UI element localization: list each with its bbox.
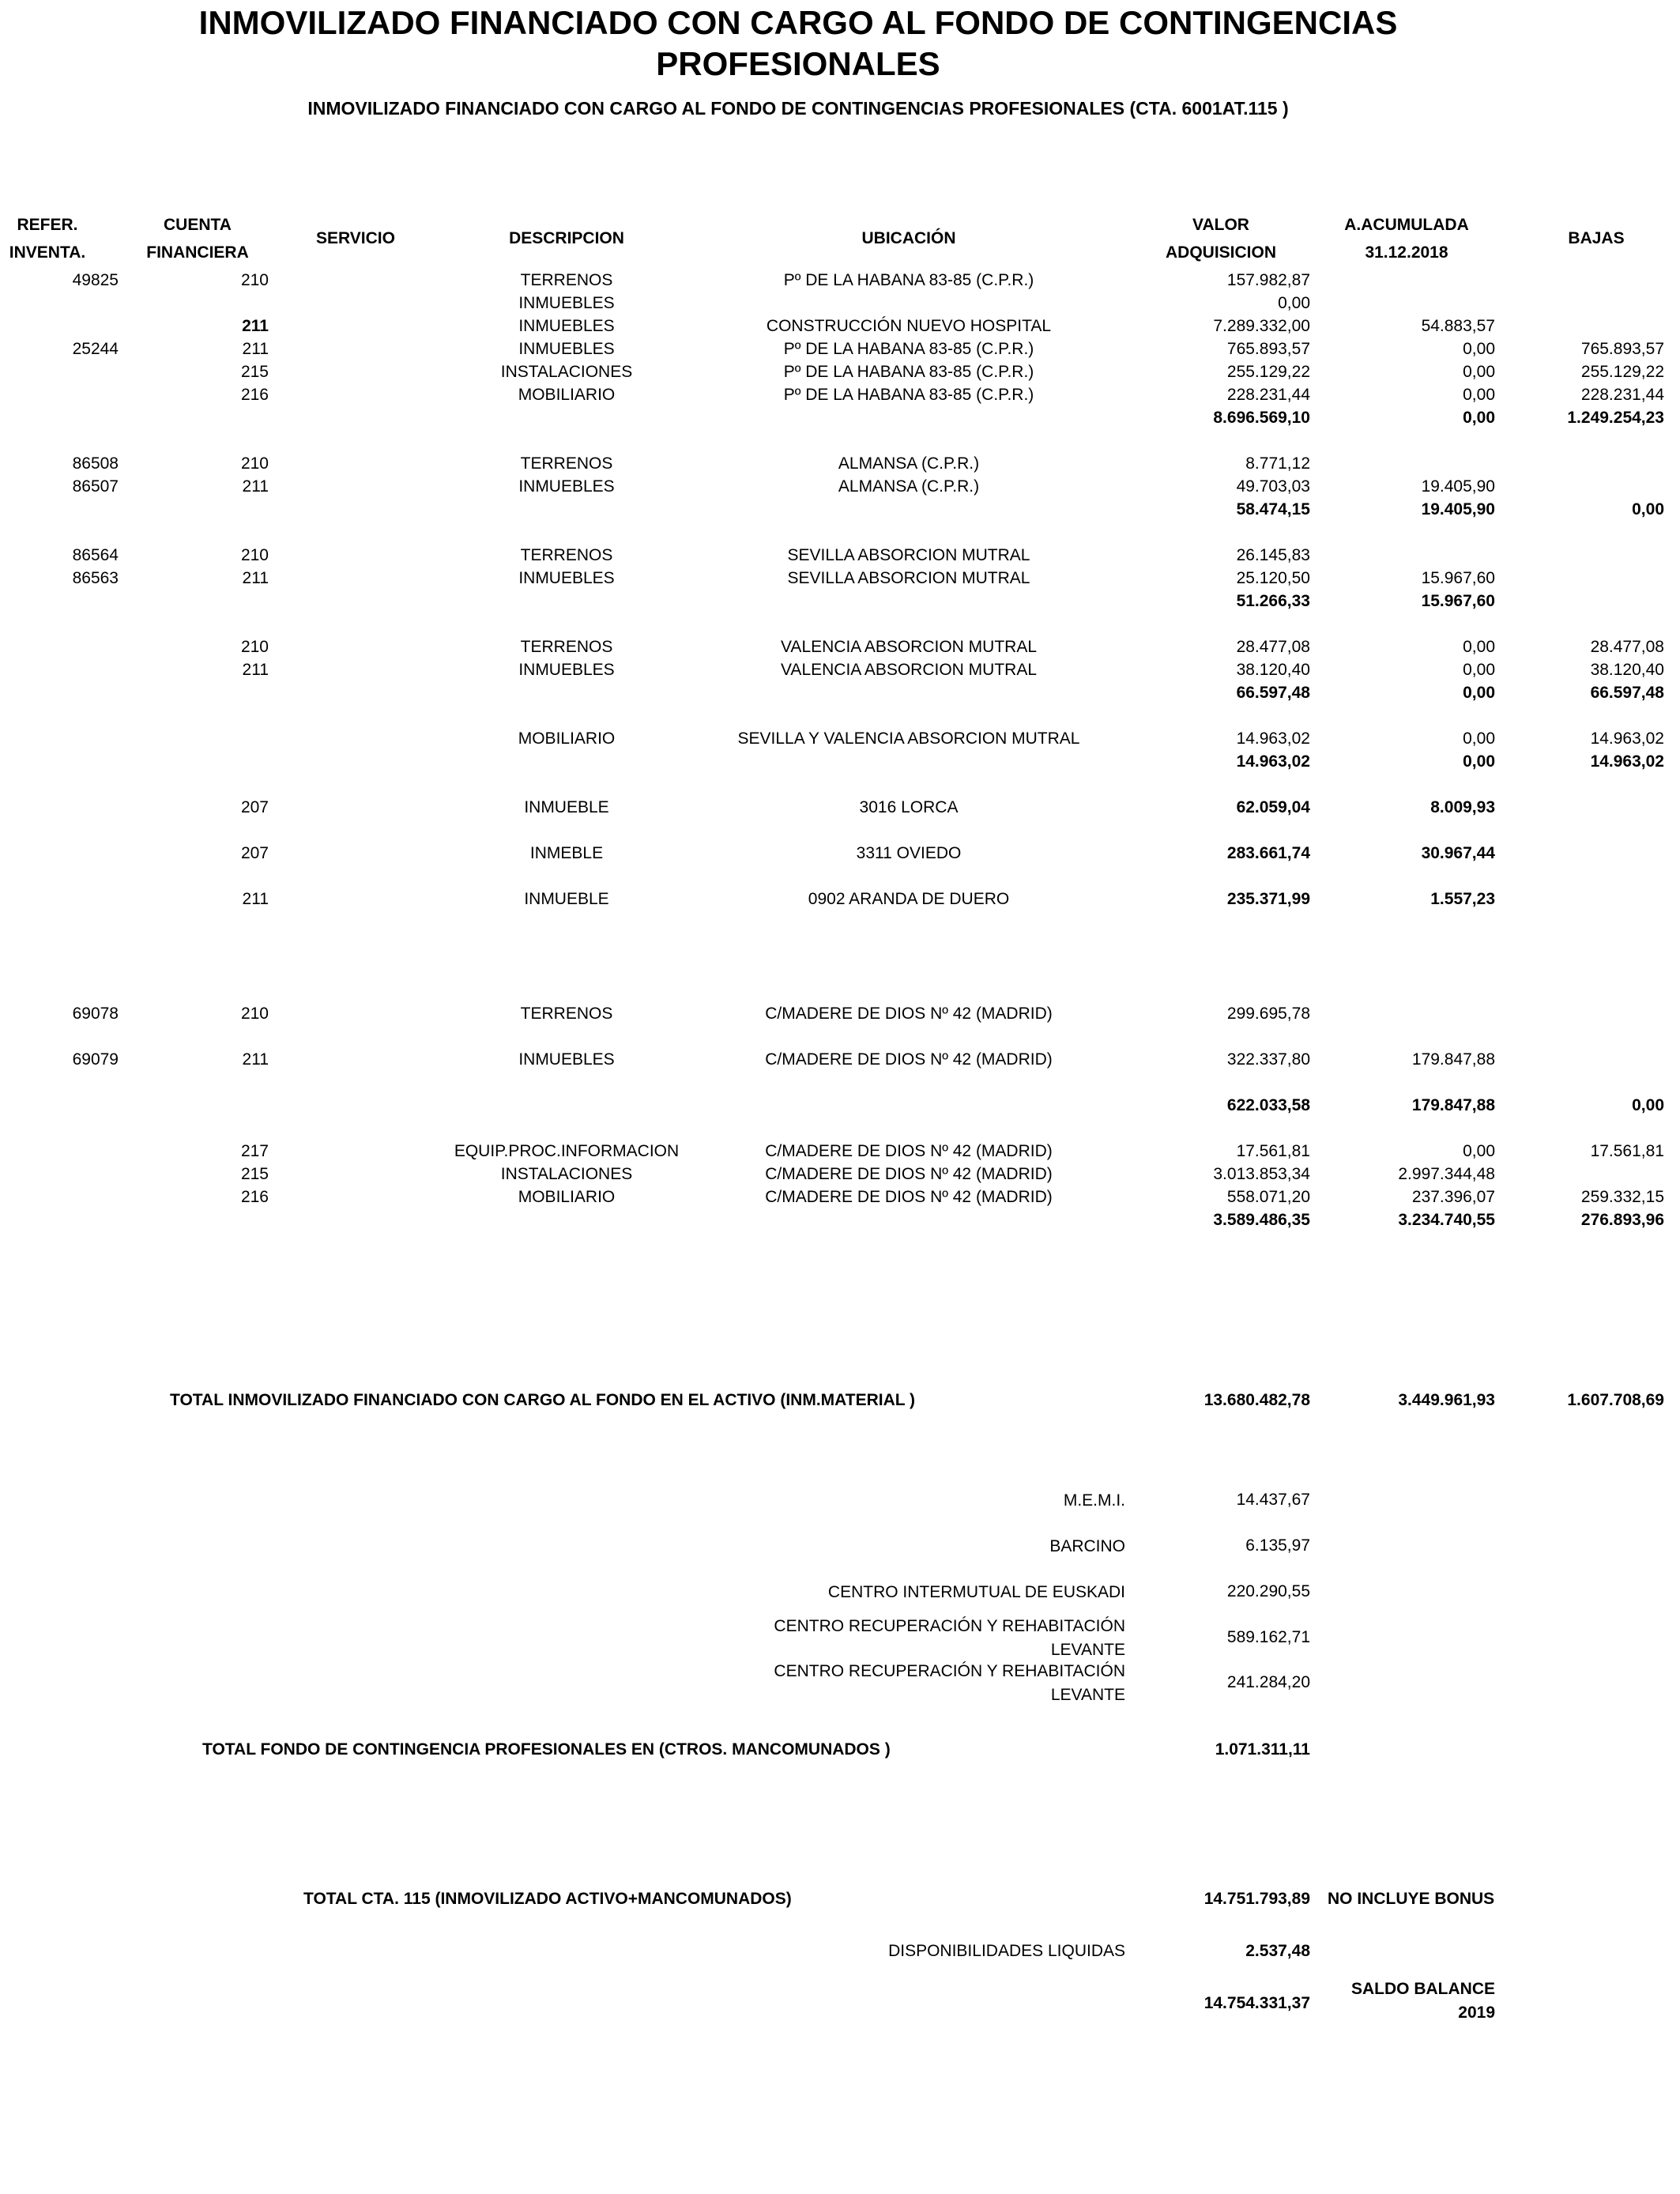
mancomunado-valor: 14.437,67: [1236, 1491, 1310, 1509]
cell-bajas: 1.249.254,23: [1567, 409, 1664, 427]
cell-refer: 86507: [72, 477, 119, 496]
cell-cuenta: 207: [240, 844, 269, 862]
cell-ubicacion: Pº DE LA HABANA 83-85 (C.P.R.): [783, 340, 1034, 358]
cell-valor: 14.963,02: [1236, 752, 1310, 771]
cell-acumulada: 0,00: [1463, 638, 1495, 656]
cell-acumulada: 179.847,88: [1411, 1050, 1495, 1069]
cell-acumulada: 0,00: [1463, 386, 1495, 404]
total-cta-label: TOTAL CTA. 115 (INMOVILIZADO ACTIVO+MANCOMUNADOS): [303, 1890, 792, 1908]
cell-valor: 299.695,78: [1226, 1005, 1310, 1023]
cell-cuenta: 210: [240, 1005, 269, 1023]
cell-acumulada: 19.405,90: [1421, 500, 1495, 518]
cell-cuenta: 211: [242, 340, 269, 358]
cell-ubicacion: ALMANSA (C.P.R.): [838, 454, 980, 473]
cell-descripcion: INMUEBLES: [518, 661, 615, 679]
cell-ubicacion: Pº DE LA HABANA 83-85 (C.P.R.): [783, 386, 1034, 404]
cell-ubicacion: SEVILLA ABSORCION MUTRAL: [787, 569, 1030, 587]
cell-cuenta: 217: [240, 1142, 269, 1160]
cell-acumulada: 0,00: [1463, 409, 1495, 427]
cell-refer: 86563: [72, 569, 119, 587]
disponibilidades-valor: 2.537,48: [1245, 1942, 1310, 1960]
cell-descripcion: INMUEBLE: [524, 890, 609, 908]
cell-valor: 0,00: [1278, 294, 1310, 312]
cell-descripcion: INMUEBLES: [518, 340, 615, 358]
cell-valor: 8.771,12: [1245, 454, 1310, 473]
cell-descripcion: INMUEBLES: [518, 569, 615, 587]
cell-valor: 3.589.486,35: [1213, 1211, 1310, 1229]
cell-cuenta: 210: [240, 638, 269, 656]
header-valor-2: ADQUISICION: [1165, 243, 1276, 262]
cell-descripcion: TERRENOS: [520, 271, 613, 289]
cell-valor: 14.963,02: [1236, 729, 1310, 748]
total-fondo-label: TOTAL FONDO DE CONTINGENCIA PROFESIONALES EN (CTROS. MANCOMUNADOS ): [202, 1740, 891, 1759]
header-valor-1: VALOR: [1192, 216, 1249, 234]
cell-acumulada: 15.967,60: [1421, 592, 1495, 610]
cell-valor: 255.129,22: [1226, 363, 1310, 381]
cell-bajas: 0,00: [1632, 500, 1664, 518]
cell-bajas: 259.332,15: [1580, 1188, 1664, 1206]
cell-acumulada: 0,00: [1463, 661, 1495, 679]
cell-bajas: 66.597,48: [1590, 684, 1664, 702]
cell-cuenta: 210: [240, 546, 269, 564]
cell-valor: 26.145,83: [1236, 546, 1310, 564]
cell-ubicacion: Pº DE LA HABANA 83-85 (C.P.R.): [783, 363, 1034, 381]
cell-bajas: 255.129,22: [1580, 363, 1664, 381]
cell-cuenta: 211: [242, 1050, 269, 1069]
cell-cuenta: 210: [240, 271, 269, 289]
header-cuenta-2: FINANCIERA: [146, 243, 249, 262]
cell-cuenta: 207: [240, 798, 269, 816]
cell-cuenta: 215: [240, 363, 269, 381]
cell-acumulada: 0,00: [1463, 752, 1495, 771]
cell-acumulada: 0,00: [1463, 1142, 1495, 1160]
cell-acumulada: 0,00: [1463, 729, 1495, 748]
page-title-line-1: INMOVILIZADO FINANCIADO CON CARGO AL FONDO DE CONTINGENCIAS: [198, 4, 1398, 41]
disponibilidades-label: DISPONIBILIDADES LIQUIDAS: [888, 1942, 1125, 1960]
cell-ubicacion: C/MADERE DE DIOS Nº 42 (MADRID): [765, 1142, 1053, 1160]
mancomunado-label: CENTRO INTERMUTUAL DE EUSKADI: [827, 1583, 1125, 1601]
cell-descripcion: INMUEBLES: [518, 1050, 615, 1069]
cell-ubicacion: VALENCIA ABSORCION MUTRAL: [780, 638, 1038, 656]
cell-valor: 17.561,81: [1236, 1142, 1310, 1160]
cell-ubicacion: 3016 LORCA: [859, 798, 959, 816]
cell-valor: 62.059,04: [1236, 798, 1310, 816]
cell-bajas: 14.963,02: [1590, 729, 1664, 748]
cell-cuenta: 211: [242, 317, 269, 335]
cell-valor: 3.013.853,34: [1213, 1165, 1310, 1183]
cell-descripcion: INMUEBLES: [518, 317, 615, 335]
header-cuenta-1: CUENTA: [164, 216, 232, 234]
total-activo-bajas: 1.607.708,69: [1567, 1391, 1664, 1409]
header-descripcion: DESCRIPCION: [509, 229, 624, 247]
cell-bajas: 38.120,40: [1590, 661, 1664, 679]
page-subtitle: INMOVILIZADO FINANCIADO CON CARGO AL FONDO DE CONTINGENCIAS PROFESIONALES (CTA. 6001AT.115 ): [307, 98, 1289, 119]
cell-refer: 86508: [72, 454, 119, 473]
cell-descripcion: MOBILIARIO: [518, 386, 616, 404]
cell-descripcion: TERRENOS: [520, 638, 613, 656]
cell-ubicacion: 0902 ARANDA DE DUERO: [808, 890, 1010, 908]
mancomunado-label: CENTRO RECUPERACIÓN Y REHABITACIÓN LEVANTE: [774, 1617, 1125, 1659]
cell-bajas: 276.893,96: [1580, 1211, 1664, 1229]
mancomunado-valor: 220.290,55: [1226, 1582, 1310, 1600]
cell-descripcion: INMUEBLES: [518, 477, 615, 496]
cell-valor: 38.120,40: [1236, 661, 1310, 679]
cell-acumulada: 3.234.740,55: [1398, 1211, 1495, 1229]
total-activo-label: TOTAL INMOVILIZADO FINANCIADO CON CARGO AL FONDO EN EL ACTIVO (INM.MATERIAL ): [170, 1391, 916, 1409]
total-activo-acumulada: 3.449.961,93: [1398, 1391, 1495, 1409]
mancomunado-valor: 241.284,20: [1226, 1673, 1310, 1691]
cell-valor: 66.597,48: [1236, 684, 1310, 702]
cell-bajas: 17.561,81: [1590, 1142, 1664, 1160]
cell-ubicacion: 3311 OVIEDO: [856, 844, 962, 862]
saldo-label-1: SALDO BALANCE: [1351, 1980, 1495, 1998]
total-activo-valor: 13.680.482,78: [1203, 1391, 1310, 1409]
cell-ubicacion: Pº DE LA HABANA 83-85 (C.P.R.): [783, 271, 1034, 289]
cell-bajas: 14.963,02: [1590, 752, 1664, 771]
cell-ubicacion: SEVILLA ABSORCION MUTRAL: [787, 546, 1030, 564]
cell-valor: 622.033,58: [1226, 1096, 1310, 1114]
cell-cuenta: 211: [242, 890, 269, 908]
cell-acumulada: 237.396,07: [1411, 1188, 1495, 1206]
cell-ubicacion: SEVILLA Y VALENCIA ABSORCION MUTRAL: [737, 729, 1080, 748]
cell-valor: 157.982,87: [1226, 271, 1310, 289]
cell-ubicacion: C/MADERE DE DIOS Nº 42 (MADRID): [765, 1005, 1053, 1023]
cell-descripcion: TERRENOS: [520, 1005, 613, 1023]
cell-acumulada: 0,00: [1463, 340, 1495, 358]
cell-bajas: 0,00: [1632, 1096, 1664, 1114]
cell-ubicacion: ALMANSA (C.P.R.): [838, 477, 980, 496]
cell-valor: 558.071,20: [1226, 1188, 1310, 1206]
cell-valor: 25.120,50: [1236, 569, 1310, 587]
header-servicio: SERVICIO: [316, 229, 395, 247]
cell-descripcion: INMEBLE: [529, 844, 604, 862]
cell-valor: 7.289.332,00: [1213, 317, 1310, 335]
cell-descripcion: EQUIP.PROC.INFORMACION: [454, 1142, 680, 1160]
cell-acumulada: 30.967,44: [1421, 844, 1495, 862]
cell-refer: 49825: [72, 271, 119, 289]
cell-descripcion: INSTALACIONES: [500, 363, 633, 381]
cell-bajas: 765.893,57: [1580, 340, 1664, 358]
cell-descripcion: INMUEBLE: [524, 798, 609, 816]
cell-valor: 58.474,15: [1236, 500, 1310, 518]
cell-valor: 8.696.569,10: [1213, 409, 1310, 427]
cell-descripcion: MOBILIARIO: [518, 729, 616, 748]
cell-bajas: 228.231,44: [1580, 386, 1664, 404]
cell-acumulada: 0,00: [1463, 363, 1495, 381]
cell-bajas: 28.477,08: [1590, 638, 1664, 656]
total-fondo-valor: 1.071.311,11: [1215, 1740, 1310, 1759]
cell-acumulada: 1.557,23: [1430, 890, 1495, 908]
cell-descripcion: TERRENOS: [520, 454, 613, 473]
mancomunado-label: CENTRO RECUPERACIÓN Y REHABITACIÓN LEVANTE: [774, 1662, 1125, 1704]
cell-refer: 25244: [72, 340, 119, 358]
cell-refer: 69079: [72, 1050, 119, 1069]
cell-descripcion: INSTALACIONES: [500, 1165, 633, 1183]
cell-descripcion: TERRENOS: [520, 546, 613, 564]
mancomunado-valor: 6.135,97: [1245, 1536, 1310, 1555]
total-cta-note: NO INCLUYE BONUS: [1328, 1890, 1495, 1908]
cell-acumulada: 19.405,90: [1421, 477, 1495, 496]
cell-acumulada: 54.883,57: [1421, 317, 1495, 335]
cell-acumulada: 0,00: [1463, 684, 1495, 702]
cell-ubicacion: VALENCIA ABSORCION MUTRAL: [780, 661, 1038, 679]
saldo-valor: 14.754.331,37: [1203, 1994, 1310, 2012]
cell-cuenta: 211: [242, 477, 269, 496]
cell-ubicacion: C/MADERE DE DIOS Nº 42 (MADRID): [765, 1165, 1053, 1183]
cell-valor: 51.266,33: [1236, 592, 1310, 610]
header-refer-1: REFER.: [17, 216, 78, 234]
total-cta-valor: 14.751.793,89: [1203, 1890, 1310, 1908]
cell-valor: 28.477,08: [1236, 638, 1310, 656]
cell-cuenta: 211: [242, 569, 269, 587]
mancomunado-valor: 589.162,71: [1226, 1628, 1310, 1646]
header-refer-2: INVENTA.: [9, 243, 86, 262]
header-acumulada-2: 31.12.2018: [1365, 243, 1448, 262]
cell-acumulada: 2.997.344,48: [1398, 1165, 1495, 1183]
cell-ubicacion: CONSTRUCCIÓN NUEVO HOSPITAL: [766, 317, 1052, 335]
cell-cuenta: 211: [242, 661, 269, 679]
cell-descripcion: INMUEBLES: [518, 294, 615, 312]
cell-cuenta: 216: [240, 386, 269, 404]
cell-valor: 228.231,44: [1226, 386, 1310, 404]
page-title-line-2: PROFESIONALES: [656, 45, 940, 82]
cell-valor: 283.661,74: [1226, 844, 1310, 862]
header-bajas: BAJAS: [1568, 229, 1625, 247]
saldo-label-2: 2019: [1458, 2004, 1495, 2022]
cell-cuenta: 215: [240, 1165, 269, 1183]
cell-acumulada: 179.847,88: [1411, 1096, 1495, 1114]
header-ubicacion: UBICACIÓN: [861, 229, 956, 247]
cell-valor: 322.337,80: [1226, 1050, 1310, 1069]
cell-valor: 765.893,57: [1226, 340, 1310, 358]
cell-ubicacion: C/MADERE DE DIOS Nº 42 (MADRID): [765, 1188, 1053, 1206]
cell-ubicacion: C/MADERE DE DIOS Nº 42 (MADRID): [765, 1050, 1053, 1069]
cell-acumulada: 8.009,93: [1430, 798, 1495, 816]
cell-valor: 235.371,99: [1226, 890, 1310, 908]
cell-cuenta: 210: [240, 454, 269, 473]
header-acumulada-1: A.ACUMULADA: [1344, 216, 1469, 234]
mancomunado-label: M.E.M.I.: [1063, 1491, 1125, 1510]
cell-cuenta: 216: [240, 1188, 269, 1206]
cell-refer: 86564: [72, 546, 119, 564]
cell-valor: 49.703,03: [1236, 477, 1310, 496]
mancomunado-label: BARCINO: [1049, 1537, 1125, 1555]
cell-acumulada: 15.967,60: [1421, 569, 1495, 587]
cell-refer: 69078: [72, 1005, 119, 1023]
cell-descripcion: MOBILIARIO: [518, 1188, 616, 1206]
